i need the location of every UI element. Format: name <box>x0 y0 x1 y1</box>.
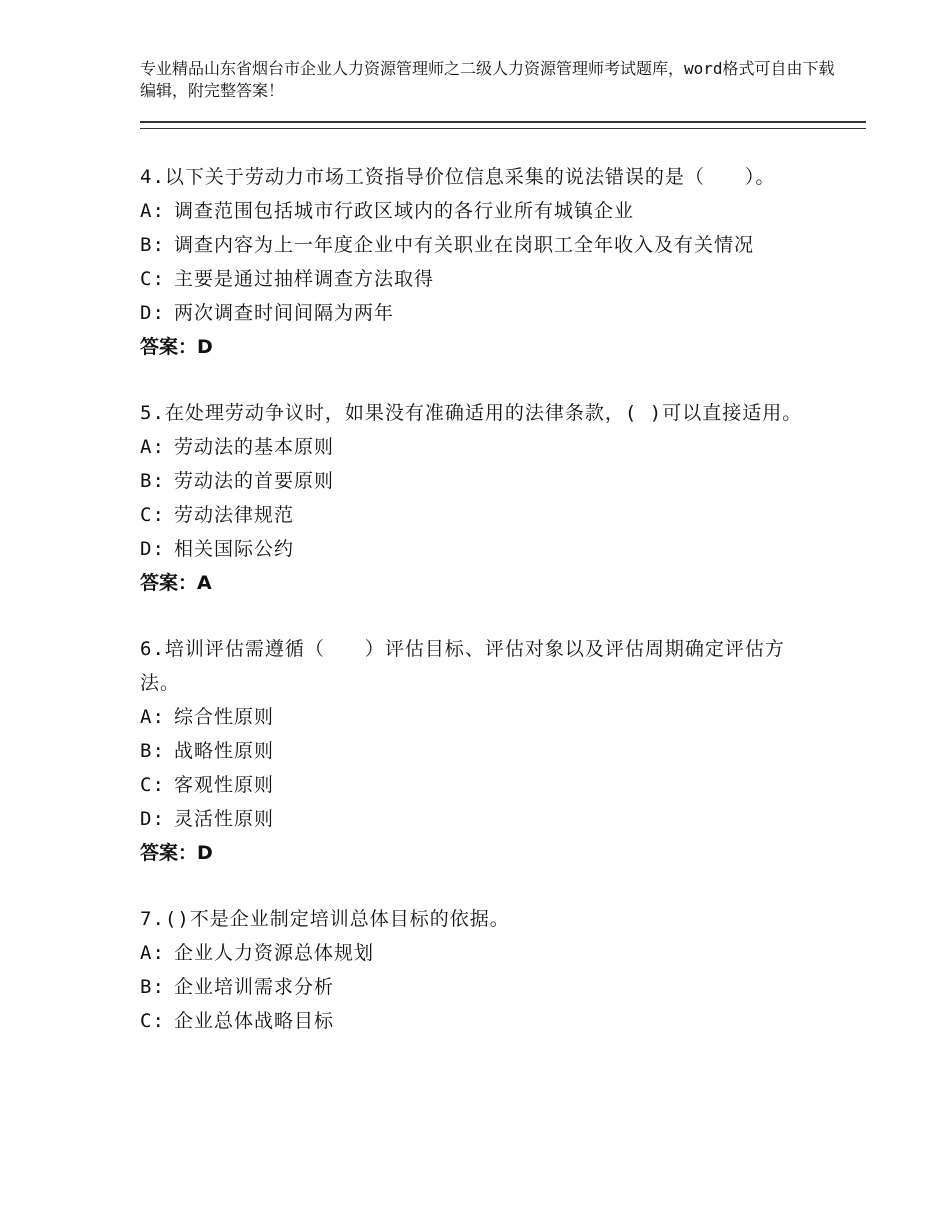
option-text: 客观性原则 <box>174 774 275 796</box>
option-text: 综合性原则 <box>174 706 275 728</box>
option-b <box>140 228 820 262</box>
header-divider <box>140 121 866 129</box>
option-d <box>140 802 820 836</box>
question-list <box>140 160 820 1070</box>
option-a <box>140 194 820 228</box>
option-letter: C: <box>140 268 165 290</box>
option-text: 主要是通过抽样调查方法取得 <box>174 268 435 290</box>
document-header <box>140 58 840 102</box>
question-5 <box>140 396 820 600</box>
option-letter: B: <box>140 470 165 492</box>
question-6 <box>140 632 820 870</box>
option-b <box>140 970 820 1004</box>
option-text: 战略性原则 <box>174 740 275 762</box>
option-c <box>140 498 820 532</box>
option-text: 劳动法的基本原则 <box>174 436 335 458</box>
answer-line: 答案：D <box>140 336 213 358</box>
question-7 <box>140 902 820 1038</box>
option-text: 企业总体战略目标 <box>174 1010 335 1032</box>
option-text: 两次调查时间间隔为两年 <box>174 302 395 324</box>
answer-line: 答案：A <box>140 572 212 594</box>
option-a <box>140 936 820 970</box>
option-b <box>140 734 820 768</box>
option-text: 调查范围包括城市行政区域内的各行业所有城镇企业 <box>174 200 635 222</box>
option-c <box>140 262 820 296</box>
option-letter: B: <box>140 976 165 998</box>
question-stem: 7.()不是企业制定培训总体目标的依据。 <box>140 908 510 930</box>
header-title: 专业精品山东省烟台市企业人力资源管理师之二级人力资源管理师考试题库，word格式可自由下载编辑，附完整答案！ <box>140 59 835 100</box>
option-text: 企业培训需求分析 <box>174 976 335 998</box>
option-a <box>140 430 820 464</box>
option-letter: C: <box>140 774 165 796</box>
option-letter: A: <box>140 436 165 458</box>
option-text: 调查内容为上一年度企业中有关职业在岗职工全年收入及有关情况 <box>174 234 755 256</box>
option-c <box>140 1004 820 1038</box>
option-letter: B: <box>140 234 165 256</box>
option-d <box>140 532 820 566</box>
question-4 <box>140 160 820 364</box>
option-text: 灵活性原则 <box>174 808 275 830</box>
question-stem: 6.培训评估需遵循（ ）评估目标、评估对象以及评估周期确定评估方法。 <box>140 638 785 694</box>
option-letter: B: <box>140 740 165 762</box>
option-letter: A: <box>140 706 165 728</box>
option-letter: D: <box>140 302 165 324</box>
option-text: 相关国际公约 <box>174 538 295 560</box>
answer-line: 答案：D <box>140 842 213 864</box>
option-letter: D: <box>140 808 165 830</box>
option-text: 劳动法的首要原则 <box>174 470 335 492</box>
option-letter: A: <box>140 942 165 964</box>
option-letter: C: <box>140 504 165 526</box>
option-text: 劳动法律规范 <box>174 504 295 526</box>
option-letter: A: <box>140 200 165 222</box>
option-text: 企业人力资源总体规划 <box>174 942 375 964</box>
question-stem: 4.以下关于劳动力市场工资指导价位信息采集的说法错误的是（ ）。 <box>140 166 776 188</box>
option-letter: C: <box>140 1010 165 1032</box>
option-b <box>140 464 820 498</box>
question-stem: 5.在处理劳动争议时，如果没有准确适用的法律条款，( )可以直接适用。 <box>140 402 803 424</box>
option-letter: D: <box>140 538 165 560</box>
option-d <box>140 296 820 330</box>
option-a <box>140 700 820 734</box>
option-c <box>140 768 820 802</box>
